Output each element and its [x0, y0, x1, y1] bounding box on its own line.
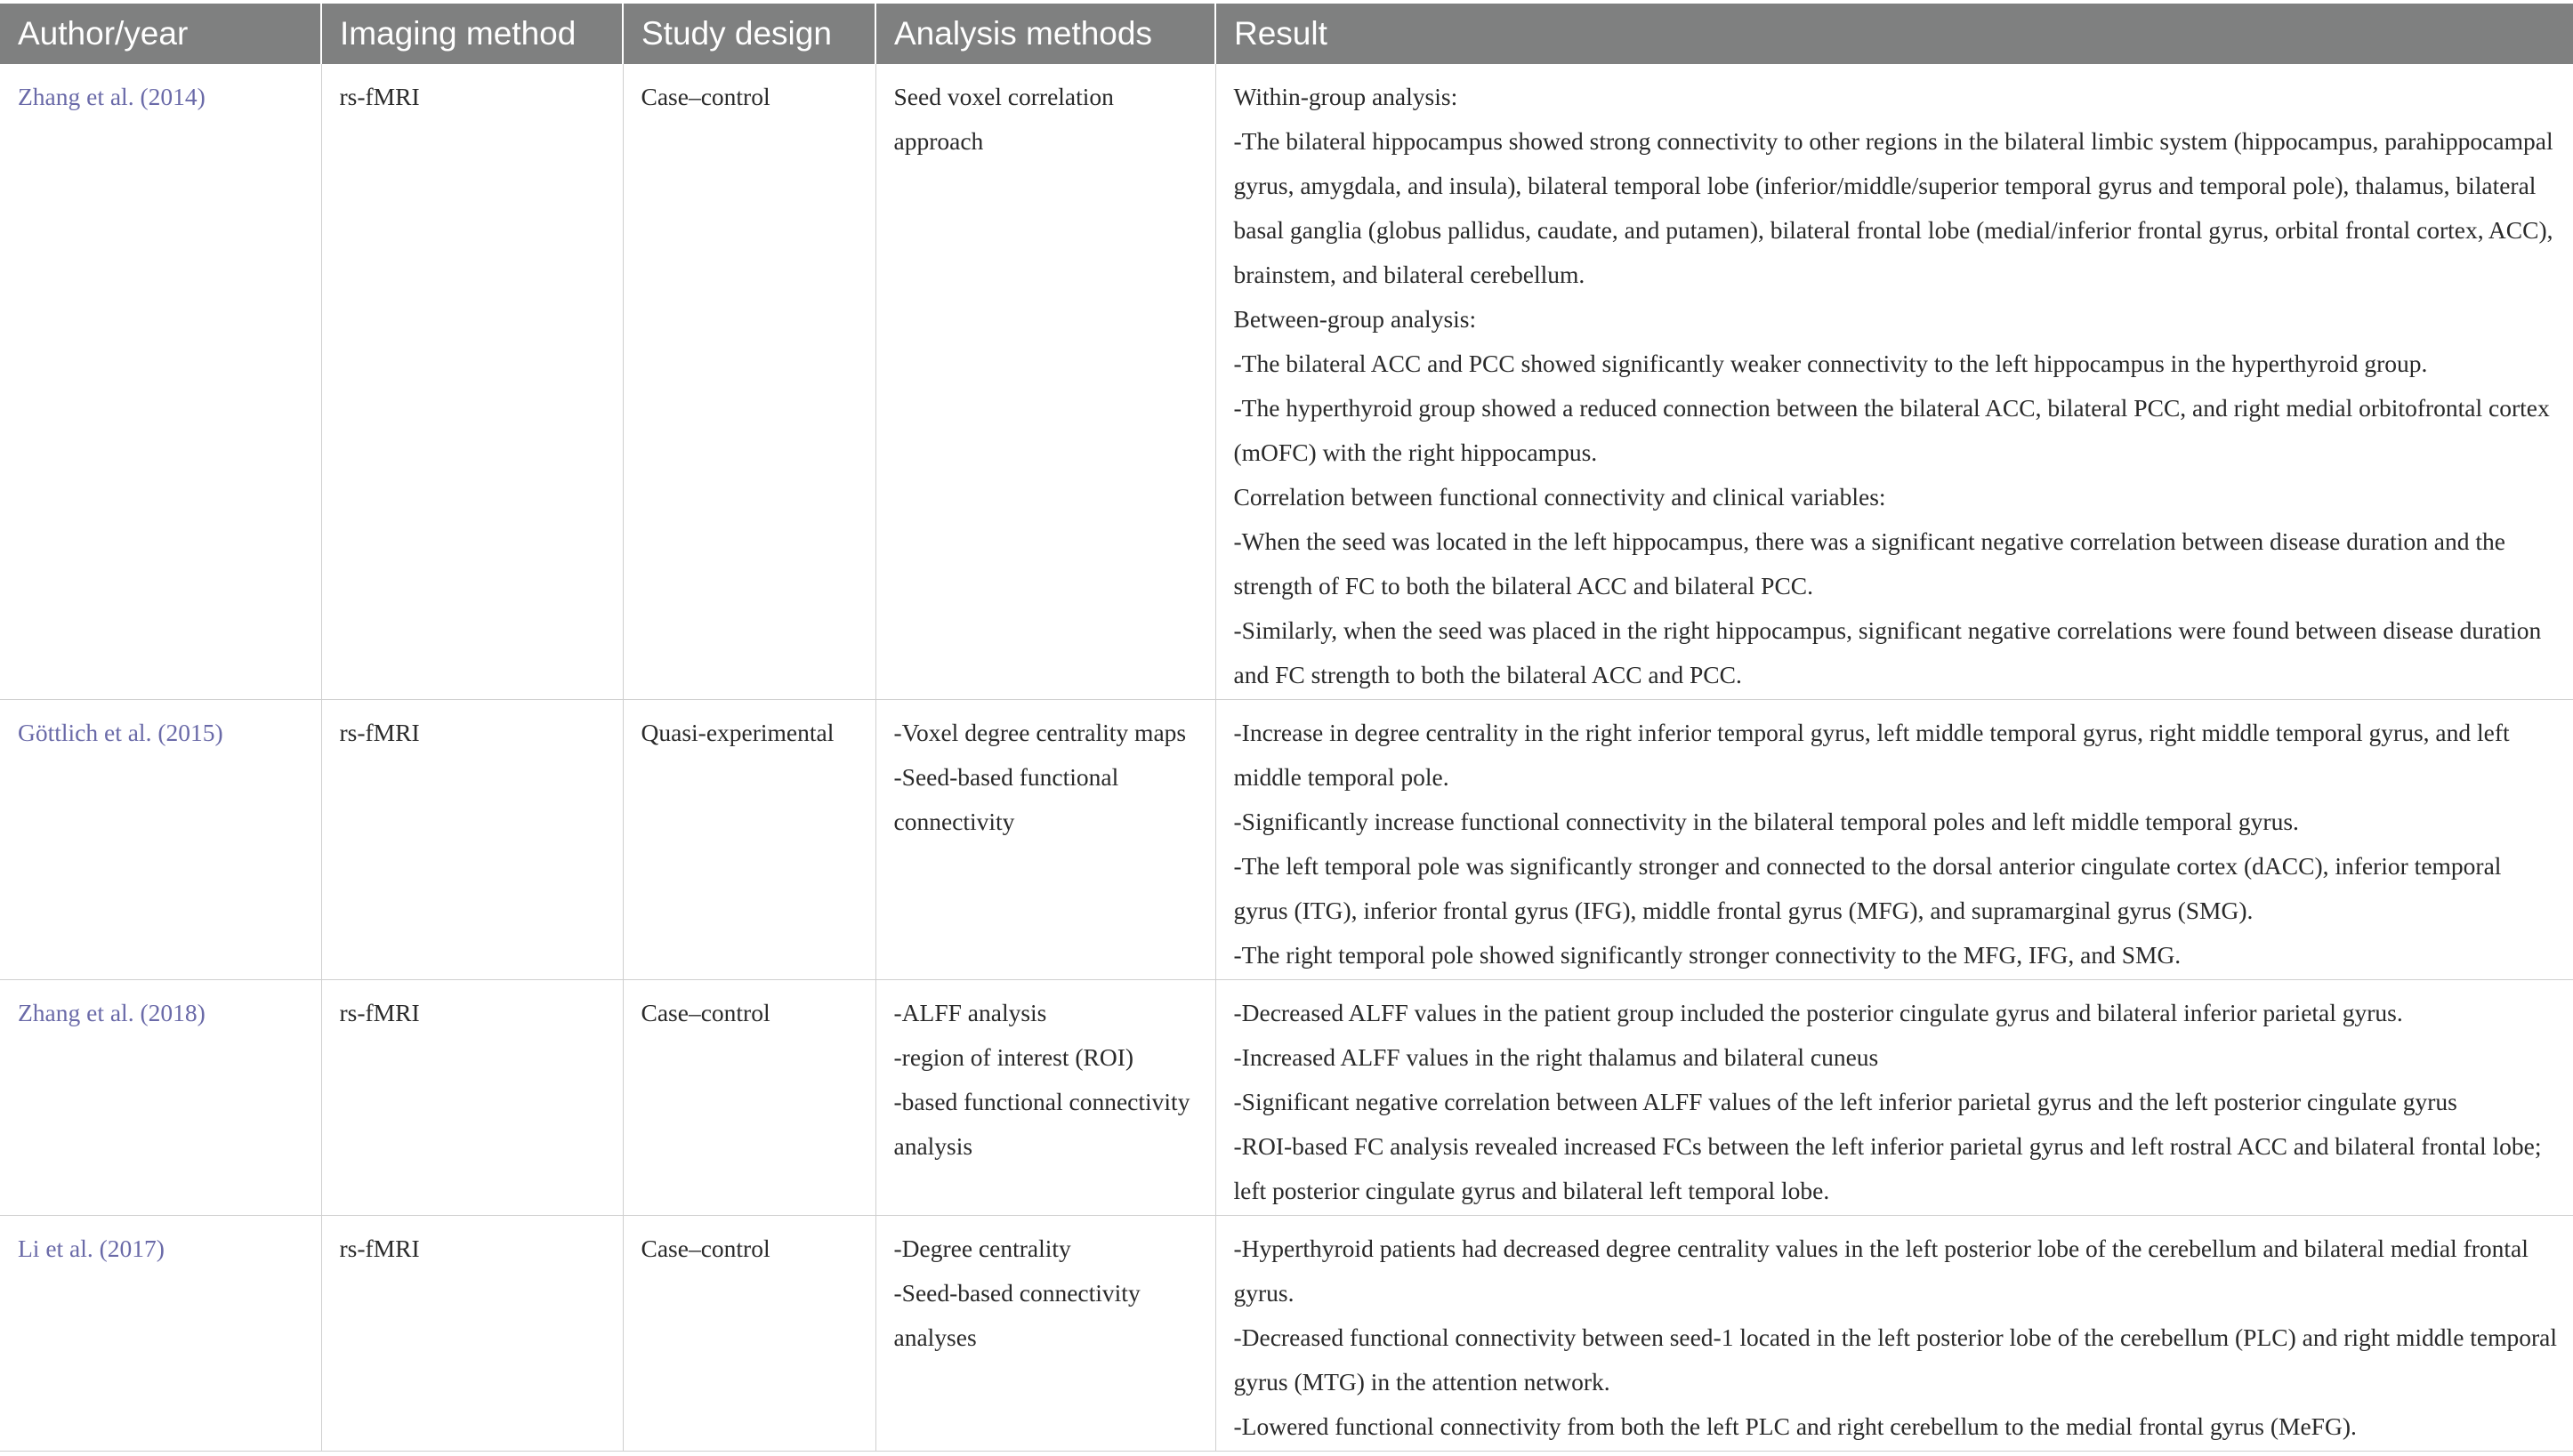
- result-item: Within-group analysis:: [1233, 83, 1458, 110]
- analysis-methods-cell: [875, 64, 1215, 700]
- header-imaging-method: Imaging method: [321, 4, 623, 64]
- study-design-cell: Quasi-experimental: [623, 700, 875, 980]
- result-item: -ROI-based FC analysis revealed increased FCs between the left inferior parietal gyrus and left rostral ACC and bilateral frontal lobe; left posterior cingulate gyrus and bilateral left temporal lobe.: [1233, 1132, 2542, 1204]
- analysis-methods-cell: [875, 700, 1215, 980]
- result-item: Correlation between functional connectivity and clinical variables:: [1233, 483, 1886, 511]
- result-item: -Increase in degree centrality in the right inferior temporal gyrus, left middle temporal gyrus, right middle temporal gyrus, and left middle temporal pole.: [1233, 719, 2510, 791]
- header-study-design: Study design: [623, 4, 875, 64]
- table-row: [0, 980, 2573, 1216]
- analysis-methods-cell: [875, 1216, 1215, 1452]
- author-cell[interactable]: [0, 980, 321, 1216]
- result-item: Between-group analysis:: [1233, 305, 1477, 333]
- analysis-item: -based functional connectivity analysis: [893, 1088, 1190, 1160]
- result-item: -The right temporal pole showed significantly stronger connectivity to the MFG, IFG, and SMG.: [1233, 941, 2182, 969]
- imaging-method-cell: rs-fMRI: [321, 1216, 623, 1452]
- result-item: -The bilateral hippocampus showed strong connectivity to other regions in the bilateral limbic system (hippocampus, parahippocampal gyrus, amygdala, and insula), bilateral temporal lobe (inferior/middle/superior temporal gyrus and temporal pole), thalamus, bilateral basal ganglia (globus pallidus, caudate, and putamen), bilateral frontal lobe (medial/inferior frontal gyrus, orbital frontal cortex, ACC), brainstem, and bilateral cerebellum.: [1233, 127, 2553, 288]
- result-item: -Increased ALFF values in the right thalamus and bilateral cuneus: [1233, 1043, 1879, 1071]
- author-cell[interactable]: [0, 700, 321, 980]
- imaging-method-cell: rs-fMRI: [321, 980, 623, 1216]
- header-row: [0, 4, 2573, 64]
- analysis-item: -Degree centrality: [893, 1235, 1071, 1262]
- table-row: [0, 700, 2573, 980]
- analysis-item: -Voxel degree centrality maps: [893, 719, 1187, 746]
- result-item: -Hyperthyroid patients had decreased degree centrality values in the left posterior lobe of the cerebellum and bilateral medial frontal gyrus.: [1233, 1235, 2529, 1307]
- result-item: -Significant negative correlation between ALFF values of the left inferior parietal gyrus and the left posterior cingulate gyrus: [1233, 1088, 2457, 1115]
- result-item: -Decreased functional connectivity between seed-1 located in the left posterior lobe of the cerebellum (PLC) and right middle temporal gyrus (MTG) in the attention network.: [1233, 1323, 2558, 1396]
- result-cell: [1215, 700, 2573, 980]
- study-design-cell: Case–control: [623, 64, 875, 700]
- author-link[interactable]: Göttlich et al. (2015): [18, 719, 223, 746]
- analysis-item: Seed voxel correlation approach: [893, 83, 1114, 155]
- author-link[interactable]: Li et al. (2017): [18, 1235, 165, 1262]
- analysis-item: -ALFF analysis: [893, 999, 1047, 1026]
- study-design-cell: Case–control: [623, 980, 875, 1216]
- header-author-year: Author/year: [0, 4, 321, 64]
- imaging-method-cell: rs-fMRI: [321, 700, 623, 980]
- study-design-cell: Case–control: [623, 1216, 875, 1452]
- author-cell[interactable]: [0, 1216, 321, 1452]
- analysis-item: -Seed-based functional connectivity: [893, 763, 1119, 835]
- author-link[interactable]: Zhang et al. (2014): [18, 83, 206, 110]
- result-item: -Lowered functional connectivity from both the left PLC and right cerebellum to the medial frontal gyrus (MeFG).: [1233, 1412, 2357, 1440]
- header-result: Result: [1215, 4, 2573, 64]
- analysis-item: -region of interest (ROI): [893, 1043, 1134, 1071]
- imaging-method-cell: rs-fMRI: [321, 64, 623, 700]
- result-item: -Similarly, when the seed was placed in the right hippocampus, significant negative correlations were found between disease duration and FC strength to both the bilateral ACC and PCC.: [1233, 616, 2542, 688]
- analysis-methods-cell: [875, 980, 1215, 1216]
- table-row: [0, 1216, 2573, 1452]
- result-item: -Decreased ALFF values in the patient group included the posterior cingulate gyrus and bilateral inferior parietal gyrus.: [1233, 999, 2403, 1026]
- result-item: -The hyperthyroid group showed a reduced connection between the bilateral ACC, bilateral PCC, and right medial orbitofrontal cortex (mOFC) with the right hippocampus.: [1233, 394, 2550, 466]
- result-item: -The bilateral ACC and PCC showed significantly weaker connectivity to the left hippocampus in the hyperthyroid group.: [1233, 350, 2428, 377]
- header-analysis-methods: Analysis methods: [875, 4, 1215, 64]
- result-cell: [1215, 1216, 2573, 1452]
- author-link[interactable]: Zhang et al. (2018): [18, 999, 206, 1026]
- author-cell[interactable]: [0, 64, 321, 700]
- analysis-item: -Seed-based connectivity analyses: [893, 1279, 1141, 1351]
- table-row: [0, 64, 2573, 700]
- result-cell: [1215, 980, 2573, 1216]
- result-item: -Significantly increase functional connectivity in the bilateral temporal poles and left middle temporal gyrus.: [1233, 808, 2299, 835]
- result-cell: [1215, 64, 2573, 700]
- literature-table: [0, 4, 2573, 1452]
- result-item: -The left temporal pole was significantly stronger and connected to the dorsal anterior cingulate cortex (dACC), inferior temporal gyrus (ITG), inferior frontal gyrus (IFG), middle frontal gyrus (MFG), and supramarginal gyrus (SMG).: [1233, 852, 2502, 924]
- result-item: -When the seed was located in the left hippocampus, there was a significant negative correlation between disease duration and the strength of FC to both the bilateral ACC and bilateral PCC.: [1233, 527, 2505, 599]
